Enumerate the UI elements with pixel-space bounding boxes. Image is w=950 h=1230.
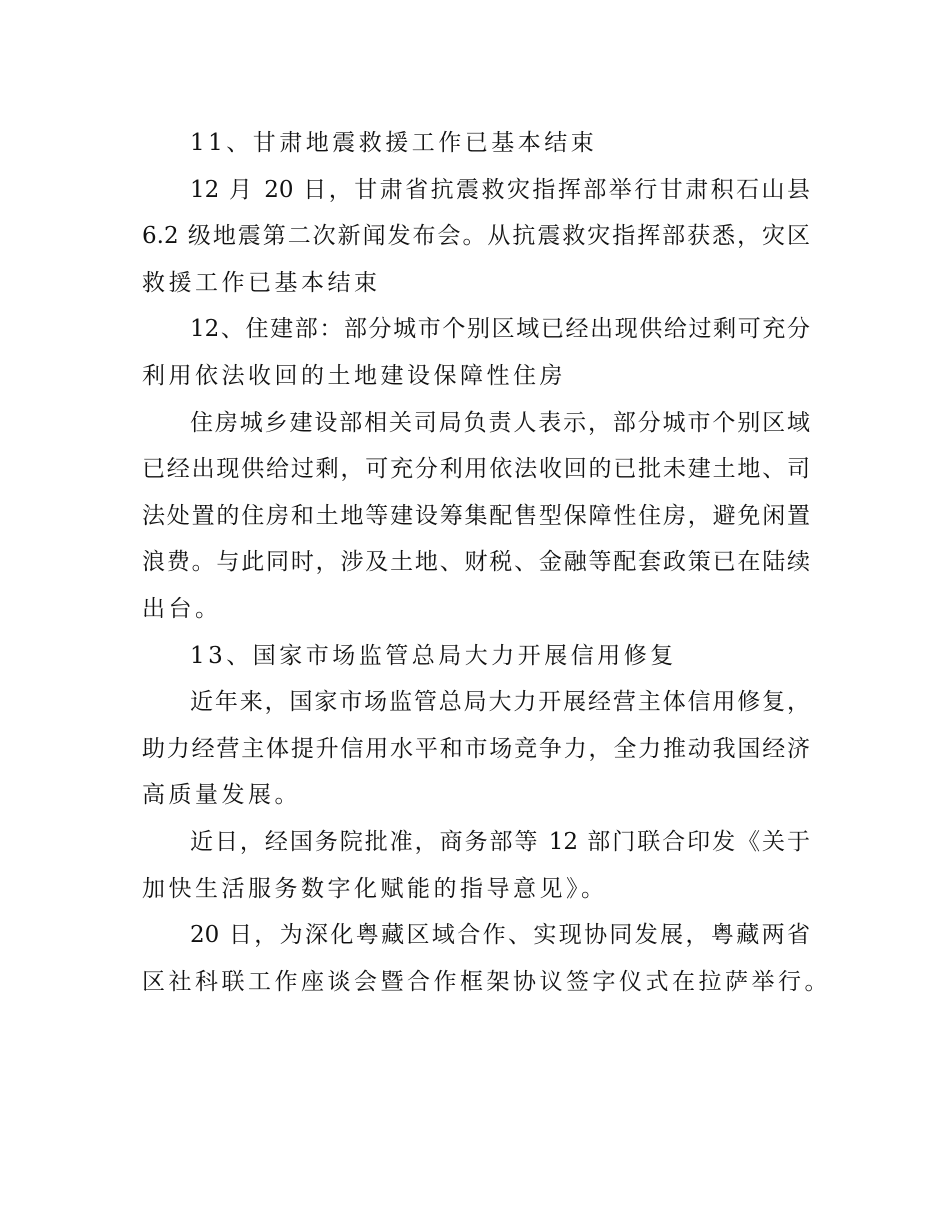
text-line: 加快生活服务数字化赋能的指导意见》。: [142, 875, 608, 902]
paragraph-gansu-earthquake: [142, 167, 810, 307]
paragraph-commerce-ministry: [142, 819, 810, 912]
document-body: [142, 120, 831, 1005]
text-line: 高质量发展。: [142, 782, 301, 809]
text-line: 20 日，为深化粤藏区域合作、实现协同发展，粤藏两省: [190, 922, 810, 949]
text-line: 助力经营主体提升信用水平和市场竞争力，全力推动我国经济: [142, 735, 810, 762]
text-line: 11、甘肃地震救援工作已基本结束: [190, 130, 598, 156]
text-line: 已经出现供给过剩，可充分利用依法收回的已批未建土地、司: [142, 456, 810, 483]
paragraph-guangdong-tibet: [142, 912, 831, 1005]
text-line: 利用依法收回的土地建设保障性住房: [142, 362, 566, 389]
paragraph-credit-repair: [142, 679, 810, 819]
section-heading-13: [142, 633, 810, 680]
text-line: 浪费。与此同时，涉及土地、财税、金融等配套政策已在陆续: [142, 549, 810, 576]
text-line: 12、住建部：部分城市个别区域已经出现供给过剩可充分: [190, 316, 810, 343]
paragraph-housing-ministry: [142, 400, 810, 633]
text-line: 近年来，国家市场监管总局大力开展经营主体信用修复，: [190, 689, 810, 716]
text-line: 近日，经国务院批准，商务部等 12 部门联合印发《关于: [190, 828, 810, 855]
text-line: 6.2 级地震第二次新闻发布会。从抗震救灾指挥部获悉，灾区: [142, 223, 810, 250]
text-line: 法处置的住房和土地等建设筹集配售型保障性住房，避免闲置: [142, 502, 810, 529]
text-line: 13、国家市场监管总局大力开展信用修复: [190, 642, 677, 669]
text-line: 12 月 20 日，甘肃省抗震救灾指挥部举行甘肃积石山县: [190, 176, 810, 203]
text-line: 区社科联工作座谈会暨合作框架协议签字仪式在拉萨举行。: [142, 968, 831, 995]
text-line: 住房城乡建设部相关司局负责人表示，部分城市个别区域: [190, 409, 810, 436]
section-heading-12: [142, 306, 810, 399]
section-heading-11: [142, 120, 810, 167]
text-line: 出台。: [142, 595, 222, 622]
text-line: 救援工作已基本结束: [142, 269, 381, 296]
